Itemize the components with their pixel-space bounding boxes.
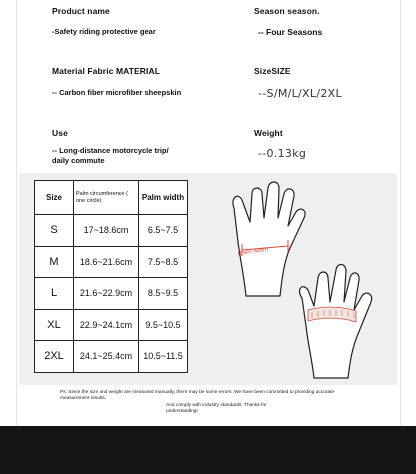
material-value: -- Carbon fiber microfiber sheepskin — [52, 88, 182, 97]
hand-measurement-diagram — [222, 178, 392, 383]
product-name-value: -Safety riding protective gear — [52, 27, 156, 36]
season-label: Season season. — [254, 6, 320, 16]
width-cell: 8.5~9.5 — [139, 278, 188, 310]
size-table-header — [35, 181, 188, 215]
width-cell: 6.5~7.5 — [139, 215, 188, 247]
table-row — [35, 215, 188, 247]
circumference-cell: 21.6~22.9cm — [74, 278, 139, 310]
lower-hand-illustration — [300, 264, 372, 378]
circumference-cell: 17~18.6cm — [74, 215, 139, 247]
weight-label: Weight — [254, 128, 283, 138]
bottom-dark-band — [0, 426, 416, 474]
material-label: Material Fabric MATERIAL — [52, 66, 161, 76]
circumference-cell: 22.9~24.1cm — [74, 309, 139, 341]
circumference-cell: 24.1~25.4cm — [74, 341, 139, 373]
size-cell: XL — [35, 309, 74, 341]
size-label: SizeSIZE — [254, 66, 291, 76]
measurement-note: Ps: Since the size and weight are measured manually, there may be some errors. We have been committed to providing accurate measurement results. — [60, 390, 335, 401]
use-value-line1: -- Long-distance motorcycle trip/ — [52, 146, 169, 155]
palm-width-label: (Palm width) — [237, 246, 269, 257]
size-cell: L — [35, 278, 74, 310]
upper-hand-illustration — [233, 182, 305, 296]
table-row — [35, 341, 188, 373]
use-value-line2: daily commute — [52, 156, 105, 165]
product-name-label: Product name — [52, 6, 110, 16]
size-table — [34, 180, 188, 373]
size-cell: S — [35, 215, 74, 247]
size-cell: M — [35, 246, 74, 278]
size-value: --S/M/L/XL/2XL — [258, 87, 342, 100]
width-cell: 7.5~8.5 — [139, 246, 188, 278]
table-row — [35, 278, 188, 310]
header-size: Size — [35, 181, 74, 215]
season-value: -- Four Seasons — [258, 27, 323, 37]
header-palm-width: Palm width — [139, 181, 188, 215]
table-row — [35, 246, 188, 278]
circumference-cell: 18.6~21.6cm — [74, 246, 139, 278]
use-label: Use — [52, 128, 68, 138]
table-row — [35, 309, 188, 341]
size-cell: 2XL — [35, 341, 74, 373]
header-palm-circumference: Palm circumference ( one circle) — [74, 181, 139, 215]
width-cell: 9.5~10.5 — [139, 309, 188, 341]
compliance-note: And comply with industry standards. Thanks for understanding! — [166, 403, 267, 414]
width-cell: 10.5~11.5 — [139, 341, 188, 373]
weight-value: --0.13kg — [258, 147, 307, 160]
